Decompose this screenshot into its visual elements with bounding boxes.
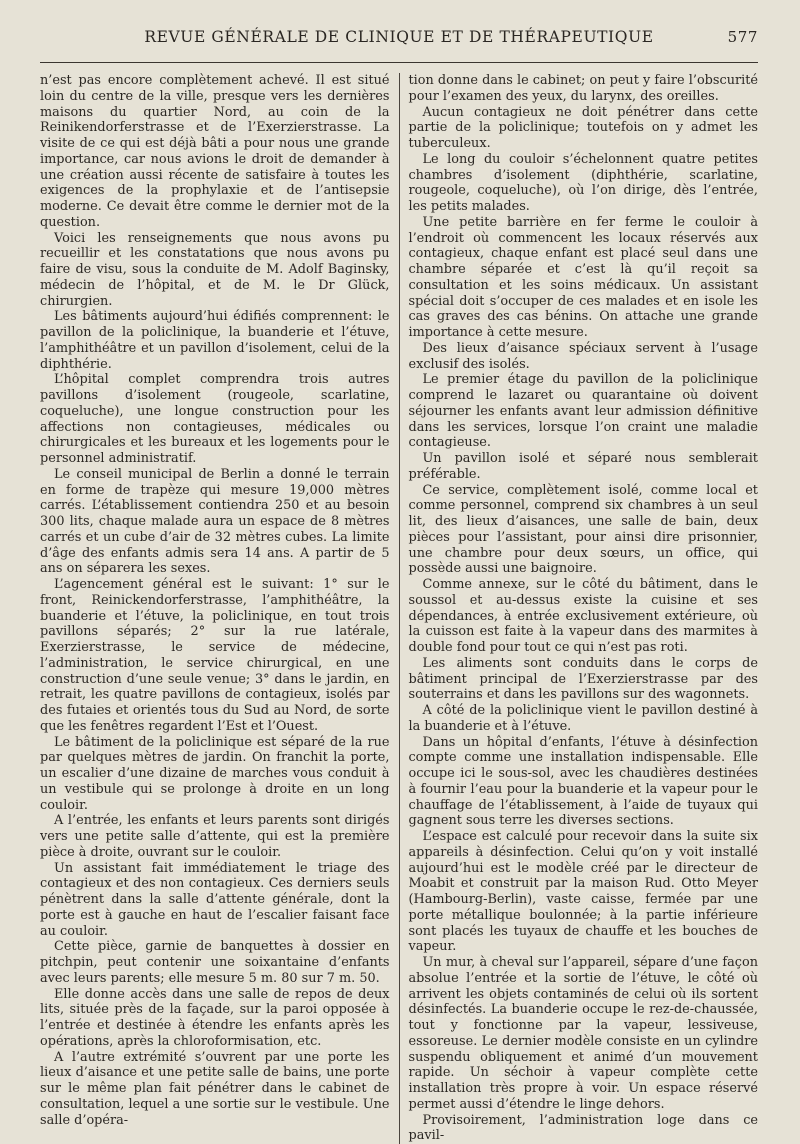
paragraph: Des lieux d’aisance spéciaux servent à l’usage exclusif des isolés. [408, 341, 758, 373]
paragraph: Ce service, complètement isolé, comme local et comme personnel, comprend six chambres à un seul lit, des lieux d’aisances, une salle de bain, deux pièces pour l’assistant, pour ainsi dire prisonnier, une chambre pour deux sœurs, un office, qui possède aussi une baignoire. [408, 483, 758, 578]
running-header [20, 28, 758, 56]
paragraph: Le bâtiment de la policlinique est séparé de la rue par quelques mètres de jardin. On franchit la porte, un escalier d’une dizaine de marches vous conduit à un vestibule qui se prolonge à droite en un long couloir. [40, 735, 390, 814]
paragraph: A côté de la policlinique vient le pavillon destiné à la buanderie et à l’étuve. [408, 703, 758, 735]
paragraph: Cette pièce, garnie de banquettes à dossier en pitchpin, peut contenir une soixantaine d’enfants avec leurs parents; elle mesure 5 m. 80 sur 7 m. 50. [40, 939, 390, 986]
paragraph: A l’autre extrémité s’ouvrent par une porte les lieux d’aisance et une petite salle de bains, une porte sur le même plan fait pénétrer dans le cabinet de consultation, lequel a une sortie sur le vestibule. Une salle d’opéra- [40, 1050, 390, 1129]
running-title: REVUE GÉNÉRALE DE CLINIQUE ET DE THÉRAPEUTIQUE [144, 28, 653, 46]
paragraph: L’agencement général est le suivant: 1° sur le front, Reinickendorferstrasse, l’amphithéâtre, la buanderie et l’étuve, la policlinique, en tout trois pavillons séparés; 2° sur la rue latérale, Exerzierstrasse, le service de médecine, l’administration, le service chirurgical, en une construction d’une seule venue; 3° dans le jardin, en retrait, les quatre pavillons de contagieux, isolés par des futaies et orientés tous du Sud au Nord, de sorte que les fenêtres regardent l’Est et l’Ouest. [40, 577, 390, 735]
paragraph: Un pavillon isolé et séparé nous semblerait préférable. [408, 451, 758, 483]
paragraph: Une petite barrière en fer ferme le couloir à l’endroit où commencent les locaux réservés aux contagieux, chaque enfant est placé seul dans une chambre séparée et c’est là qu’il reçoit sa consultation et les soins médicaux. Un assistant spécial doit s’occuper de ces malades et en isole les cas graves des cas bénins. On attache une grande importance à cette mesure. [408, 215, 758, 341]
paragraph: tion donne dans le cabinet; on peut y faire l’obscurité pour l’examen des yeux, du larynx, des oreilles. [408, 73, 758, 105]
paragraph: Elle donne accès dans une salle de repos de deux lits, située près de la façade, sur la paroi opposée à l’entrée et destinée à étendre les enfants après les opérations, après la chloroformisation, etc. [40, 987, 390, 1050]
paragraph: Aucun contagieux ne doit pénétrer dans cette partie de la policlinique; toutefois on y admet les tuberculeux. [408, 105, 758, 152]
paragraph: n’est pas encore complètement achevé. Il est situé loin du centre de la ville, presque vers les dernières maisons du quartier Nord, au coin de la Reinikendorferstrasse et de l’Exerzierstrasse. La visite de ce qui est déjà bâti a pour nous une grande importance, car nous avions le droit de demander à une création aussi récente de satisfaire à toutes les exigences de la prophylaxie et de l’antisepsie moderne. Ce devait être comme le dernier mot de la question. [40, 73, 390, 231]
paragraph: Un assistant fait immédiatement le triage des contagieux et des non contagieux. Ces derniers seuls pénètrent dans la salle d’attente générale, dont la porte est à gauche en haut de l’escalier faisant face au couloir. [40, 861, 390, 940]
left-column [40, 73, 399, 1144]
paragraph: Comme annexe, sur le côté du bâtiment, dans le soussol et au-dessus existe la cuisine et ses dépendances, à entrée exclusivement extérieure, où la cuisson est faite à la vapeur dans des marmites à double fond pour tout ce qui n’est pas roti. [408, 577, 758, 656]
paragraph: Voici les renseignements que nous avons pu recueillir et les constatations que nous avons pu faire de visu, sous la conduite de M. Adolf Baginsky, médecin de l’hôpital, et de M. le Dr Glück, chirurgien. [40, 231, 390, 310]
paragraph: L’hôpital complet comprendra trois autres pavillons d’isolement (rougeole, scarlatine, coqueluche), une longue construction pour les affections non contagieuses, médicales ou chirurgicales et les bureaux et les logements pour le personnel administratif. [40, 372, 390, 467]
paragraph: Les bâtiments aujourd’hui édifiés comprennent: le pavillon de la policlinique, la buanderie et l’étuve, l’amphithéâtre et un pavillon d’isolement, celui de la diphthérie. [40, 309, 390, 372]
paragraph: Le conseil municipal de Berlin a donné le terrain en forme de trapèze qui mesure 19,000 mètres carrés. L’établissement contiendra 250 et au besoin 300 lits, chaque malade aura un espace de 8 mètres carrés et un cube d’air de 32 mètres cubes. La limite d’âge des enfants admis sera 14 ans. A partir de 5 ans on séparera les sexes. [40, 467, 390, 577]
page-number: 577 [728, 28, 758, 46]
paragraph: L’espace est calculé pour recevoir dans la suite six appareils à désinfection. Celui qu’on y voit installé aujourd’hui est le modèle créé par le directeur de Moabit et construit par la maison Rud. Otto Meyer (Hambourg-Berlin), vaste caisse, fermée par une porte métallique boulonnée; à la partie inférieure sont placés les tuyaux de chauffe et les bouches de vapeur. [408, 829, 758, 955]
right-column [399, 73, 758, 1144]
two-column-body [40, 73, 758, 1144]
paragraph: Un mur, à cheval sur l’appareil, sépare d’une façon absolue l’entrée et la sortie de l’étuve, le côté où arrivent les objets contaminés de celui où ils sortent désinfectés. La buanderie occupe le rez-de-chaussée, tout y fonctionne par la vapeur, lessiveuse, essoreuse. Le dernier modèle consiste en un cylindre suspendu obliquement et animé d’un mouvement rapide. Un séchoir à vapeur complète cette installation très propre à voir. Un espace réservé permet aussi d’étendre le linge dehors. [408, 955, 758, 1113]
paragraph: Le long du couloir s’échelonnent quatre petites chambres d’isolement (diphthérie, scarlatine, rougeole, coqueluche), où l’on dirige, dès l’entrée, les petits malades. [408, 152, 758, 215]
paragraph: Provisoirement, l’administration loge dans ce pavil- [408, 1113, 758, 1144]
paragraph: Les aliments sont conduits dans le corps de bâtiment principal de l’Exerzierstrasse par des souterrains et dans les pavillons sur des wagonnets. [408, 656, 758, 703]
paragraph: Le premier étage du pavillon de la policlinique comprend le lazaret ou quarantaine où doivent séjourner les enfants avant leur admission définitive dans les services, lorsque l’on craint une maladie contagieuse. [408, 372, 758, 451]
paragraph: A l’entrée, les enfants et leurs parents sont dirigés vers une petite salle d’attente, qui est la première pièce à droite, ouvrant sur le couloir. [40, 813, 390, 860]
paragraph: Dans un hôpital d’enfants, l’étuve à désinfection compte comme une installation indispensable. Elle occupe ici le sous-sol, avec les chaudières destinées à fournir l’eau pour la buanderie et la vapeur pour le chauffage de l’établissement, à l’aide de tuyaux qui gagnent sous terre les diverses sections. [408, 735, 758, 830]
header-rule [40, 62, 758, 63]
